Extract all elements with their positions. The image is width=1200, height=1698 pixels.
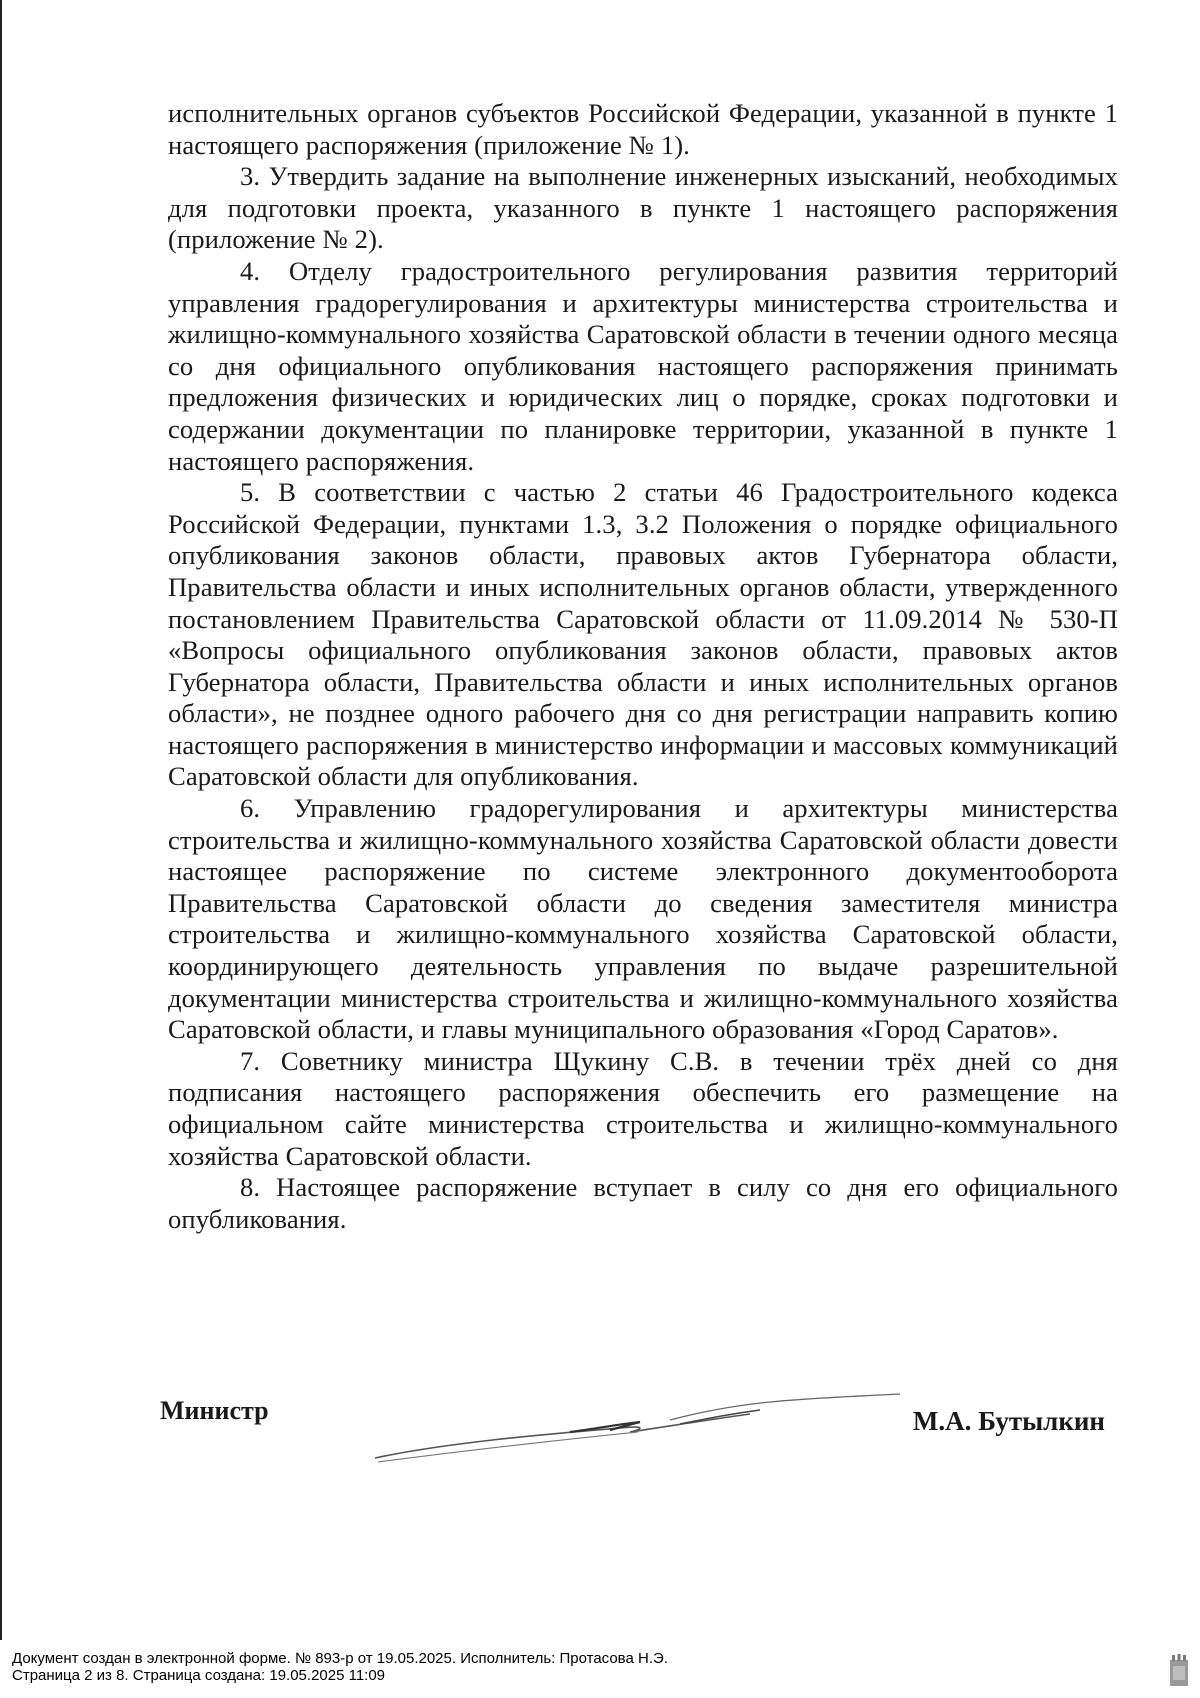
paragraph-item-3: 3. Утвердить задание на выполнение инженерных изысканий, необходимых для подготовки проекта, указанного в пункте 1 настоящего распоряжения (приложение № 2). [168, 161, 1118, 255]
footer-line-page-info: Страница 2 из 8. Страница создана: 19.05.2025 11:09 [12, 1667, 386, 1684]
paragraph-item-8: 8. Настоящее распоряжение вступает в силу со дня его официального опубликования. [168, 1172, 1118, 1234]
paragraph-item-4: 4. Отделу градостроительного регулирования развития территорий управления градорегулирования и архитектуры министерства строительства и жилищно-коммунального хозяйства Саратовской области в течении одного месяца со дня официального опубликования настоящего распоряжения принимать предложения физических и юридических лиц о порядке, сроках подготовки и содержании документации по планировке территории, указанной в пункте 1 настоящего распоряжения. [168, 255, 1118, 476]
page-left-border [0, 0, 2, 1640]
handwritten-signature [370, 1390, 930, 1470]
signer-name: М.А. Бутылкин [912, 1406, 1105, 1436]
paragraph-item-7: 7. Советнику министра Щукину С.В. в течении трёх дней со дня подписания настоящего распоряжения обеспечить его размещение на официальном сайте министерства строительства и жилищно-коммунального хозяйства Саратовской области. [168, 1045, 1118, 1171]
signer-position: Министр [160, 1396, 269, 1425]
footer-line-document-info: Документ создан в электронной форме. № 893-р от 19.05.2025. Исполнитель: Протасова Н.Э. [12, 1650, 668, 1667]
paragraph-item-6: 6. Управлению градорегулирования и архитектуры министерства строительства и жилищно-коммунального хозяйства Саратовской области довести настоящее распоряжение по системе электронного документооборота Правительства Саратовской области до сведения заместителя министра строительства и жилищно-коммунального хозяйства Саратовской области, координирующего деятельность управления по выдаче разрешительной документации министерства строительства и жилищно-коммунального хозяйства Саратовской области, и главы муниципального образования «Город Саратов». [168, 793, 1118, 1045]
paragraph-item-5: 5. В соответствии с частью 2 статьи 46 Градостроительного кодекса Российской Федерации, пунктами 1.3, 3.2 Положения о порядке официального опубликования законов области, правовых актов Губернатора области, Правительства области и иных исполнительных органов области, утвержденного постановлением Правительства Саратовской области от 11.09.2014 № 530-П «Вопросы официального опубликования законов области, правовых актов Губернатора области, Правительства области и иных исполнительных органов области», не позднее одного рабочего дня со дня регистрации направить копию настоящего распоряжения в министерство информации и массовых коммуникаций Саратовской области для опубликования. [168, 477, 1118, 792]
document-body [168, 98, 1118, 1235]
paragraph-continuation: исполнительных органов субъектов Российской Федерации, указанной в пункте 1 настоящего распоряжения (приложение № 1). [168, 98, 1118, 160]
document-footer [12, 1650, 668, 1684]
coat-of-arms-icon [1168, 1654, 1190, 1688]
